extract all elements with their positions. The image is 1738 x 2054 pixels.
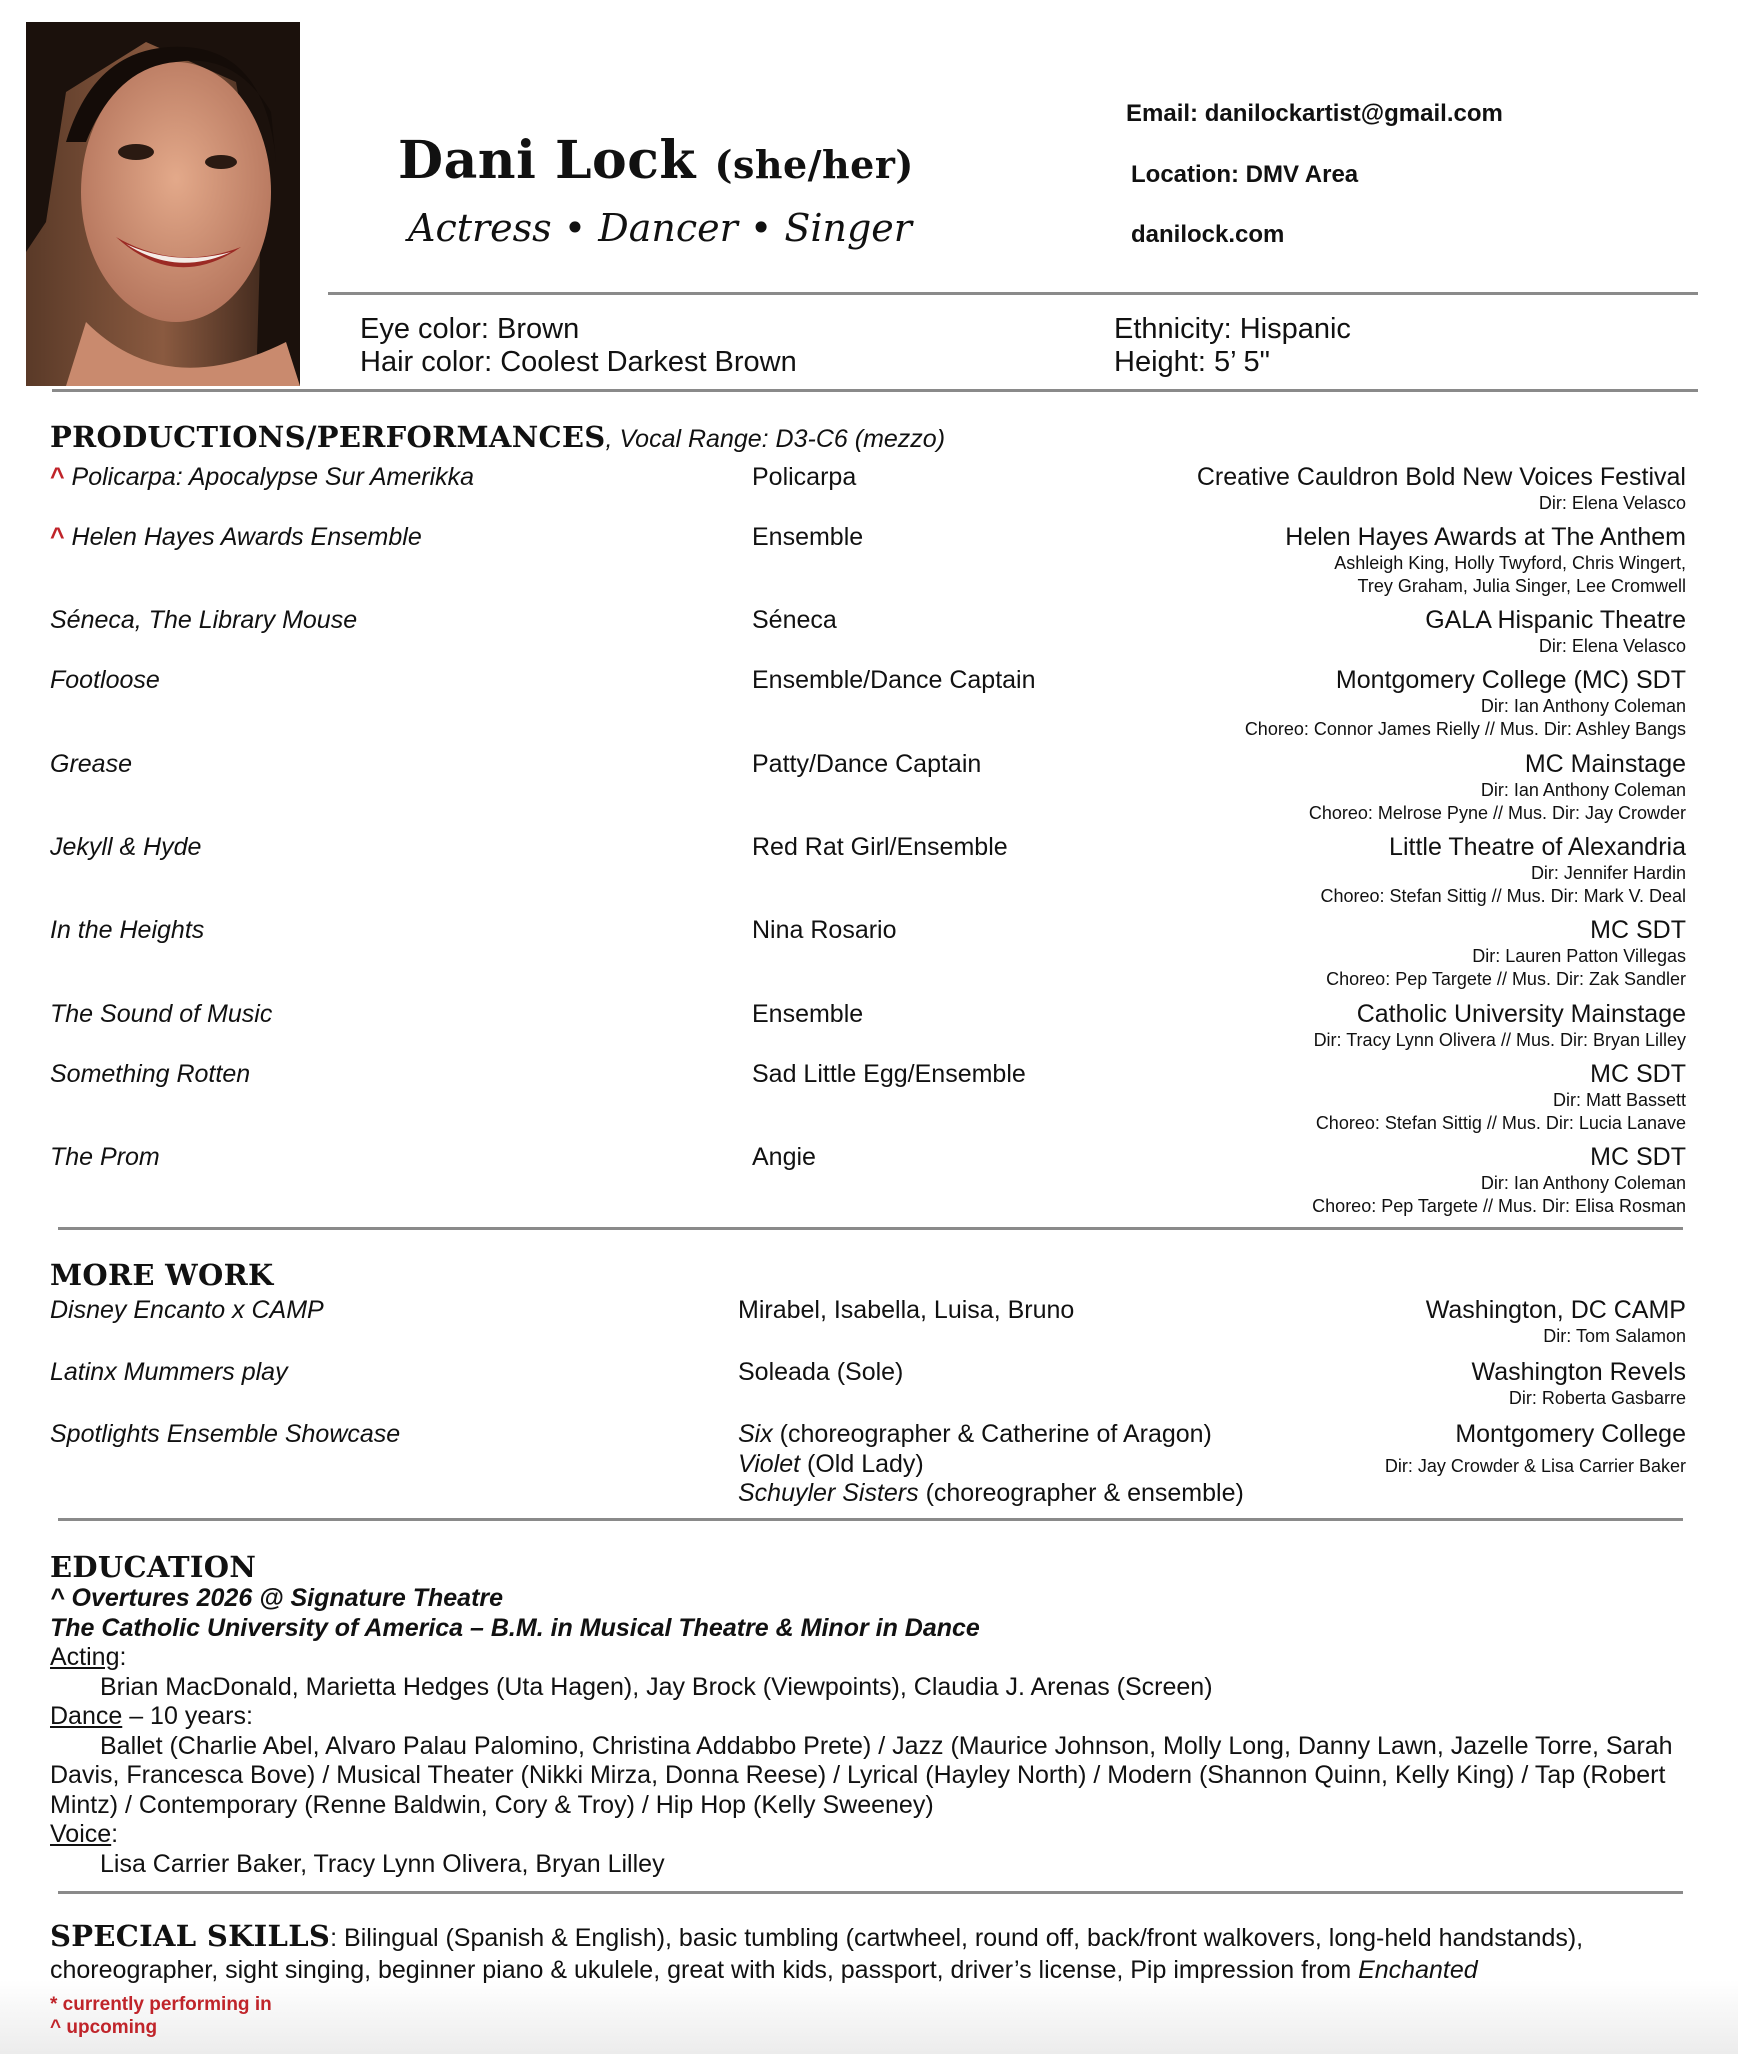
production-role: Angie <box>752 1143 816 1171</box>
production-title-text: The Sound of Music <box>50 1000 273 1028</box>
production-title-text: Something Rotten <box>50 1060 251 1088</box>
production-credit: Dir: Ian Anthony Coleman <box>1480 696 1686 716</box>
eye-color: Eye color: Brown <box>360 313 580 345</box>
legend-upcoming: ^ upcoming <box>50 2017 158 2038</box>
production-venue: Helen Hayes Awards at The Anthem <box>1285 523 1686 551</box>
production-venue: MC Mainstage <box>1524 750 1686 778</box>
production-venue-block <box>1312 1143 1686 1218</box>
edu-acting-label: Acting: <box>50 1643 127 1671</box>
production-venue: Little Theatre of Alexandria <box>1389 833 1686 861</box>
edu-voice: Lisa Carrier Baker, Tracy Lynn Olivera, Bryan Lilley <box>100 1849 665 1878</box>
skills-text: Bilingual (Spanish & English), basic tumbling (cartwheel, round off, back/front walkovers, long-held handstands), choreographer, sight singing, beginner piano & ukulele, great with kids, passport, driver’s license, Pip impression from <box>50 1924 1584 1984</box>
edu-upcoming: ^ Overtures 2026 @ Signature Theatre <box>50 1584 504 1612</box>
work-role-line <box>738 1420 1244 1450</box>
education-title: EDUCATION <box>50 1550 257 1584</box>
work-venue-block <box>1426 1296 1686 1348</box>
tagline: Actress • Dancer • Singer <box>408 206 912 250</box>
production-title <box>50 750 132 779</box>
work-role-line <box>738 1479 1244 1509</box>
production-credit: Dir: Matt Bassett <box>1552 1090 1686 1110</box>
production-title-text: The Prom <box>50 1143 160 1171</box>
edu-degree: The Catholic University of America – B.M. in Musical Theatre & Minor in Dance <box>50 1613 980 1642</box>
production-venue-block <box>1321 833 1686 908</box>
production-venue: MC SDT <box>1590 1143 1686 1171</box>
work-venue: Montgomery College <box>1455 1420 1686 1448</box>
production-role: Ensemble/Dance Captain <box>752 666 1036 694</box>
work-role: Mirabel, Isabella, Luisa, Bruno <box>738 1296 1075 1324</box>
work-title: Spotlights Ensemble Showcase <box>50 1420 401 1448</box>
edu-dance: Ballet (Charlie Abel, Alvaro Palau Palomino, Christina Addabbo Prete) / Jazz (Maurice Johnson, Molly Long, Danny Lawn, Jazelle Torre, Sarah Davis, Francesca Bove) / Musical Theater (Nikki Mirza, Donna Reese) / Lyrical (Hayley North) / Modern (Shannon Quinn, Kelly King) / Tap (Robert Mintz) / Contemporary (Renne Baldwin, Cory & Troy) / Hip Hop (Kelly Sweeney) <box>50 1731 1673 1819</box>
production-title <box>50 666 160 695</box>
location: Location: DMV Area <box>1131 161 1359 188</box>
performer-name <box>398 130 914 191</box>
productions-title: PRODUCTIONS/PERFORMANCES <box>50 420 606 454</box>
production-role: Red Rat Girl/Ensemble <box>752 833 1008 861</box>
headshot-illustration <box>26 22 300 386</box>
work-venue: Washington, DC CAMP <box>1425 1296 1686 1324</box>
production-venue: Creative Cauldron Bold New Voices Festival <box>1196 463 1686 491</box>
production-credit: Choreo: Stefan Sittig // Mus. Dir: Lucia Lanave <box>1315 1113 1686 1133</box>
production-credit: Choreo: Connor James Rielly // Mus. Dir: Ashley Bangs <box>1244 719 1686 739</box>
work-part: (choreographer & Catherine of Aragon) <box>772 1420 1212 1448</box>
attributes-divider <box>52 389 1698 392</box>
website-link[interactable]: danilock.com <box>1131 221 1285 248</box>
production-title-text: Helen Hayes Awards Ensemble <box>71 523 422 551</box>
production-venue-block <box>1197 463 1686 515</box>
work-credit: Dir: Jay Crowder & Lisa Carrier Baker <box>1384 1456 1686 1476</box>
production-title-text: Footloose <box>50 666 160 694</box>
production-role: Patty/Dance Captain <box>752 750 982 778</box>
production-title <box>50 1143 160 1172</box>
production-role: Sad Little Egg/Ensemble <box>752 1060 1026 1088</box>
production-venue-block <box>1285 523 1686 598</box>
production-credit: Ashleigh King, Holly Twyford, Chris Wingert, <box>1334 553 1686 573</box>
work-show: Six <box>738 1420 773 1448</box>
production-title-text: Séneca, The Library Mouse <box>50 606 358 634</box>
production-title <box>50 1060 250 1089</box>
work-title: Disney Encanto x CAMP <box>50 1296 324 1324</box>
work-credit: Dir: Tom Salamon <box>1543 1326 1686 1346</box>
acting-label-text: Acting <box>50 1643 120 1671</box>
upcoming-marker: ^ <box>50 523 72 551</box>
production-credit: Trey Graham, Julia Singer, Lee Cromwell <box>1357 576 1686 596</box>
upcoming-marker: ^ <box>50 463 72 491</box>
production-title <box>50 916 204 945</box>
work-show: Schuyler Sisters <box>738 1479 919 1507</box>
work-venue-block <box>1385 1420 1686 1478</box>
production-venue-block <box>1314 1000 1686 1052</box>
work-venue-block <box>1472 1358 1686 1410</box>
production-title-text: Policarpa: Apocalypse Sur Amerikka <box>71 463 475 491</box>
work-role <box>738 1420 1244 1509</box>
production-title <box>50 463 474 492</box>
production-title <box>50 606 357 635</box>
work-credit: Dir: Roberta Gasbarre <box>1508 1388 1686 1408</box>
height: Height: 5’ 5" <box>1114 346 1270 378</box>
production-title <box>50 523 422 552</box>
production-credit: Choreo: Melrose Pyne // Mus. Dir: Jay Crowder <box>1308 803 1686 823</box>
productions-heading <box>50 420 945 454</box>
education-divider <box>58 1891 1683 1894</box>
production-venue-block <box>1316 1060 1686 1135</box>
production-credit: Choreo: Stefan Sittig // Mus. Dir: Mark V. Deal <box>1320 886 1686 906</box>
header-divider <box>328 292 1698 295</box>
education-body <box>50 1584 1700 1879</box>
work-role-line <box>738 1450 1244 1480</box>
email: Email: danilockartist@gmail.com <box>1126 100 1503 127</box>
work-title: Latinx Mummers play <box>50 1358 288 1386</box>
production-role: Policarpa <box>752 463 857 491</box>
edu-voice-label: Voice: <box>50 1820 119 1848</box>
vocal-range: , Vocal Range: D3-C6 (mezzo) <box>605 425 946 453</box>
production-credit: Dir: Ian Anthony Coleman <box>1480 780 1686 800</box>
production-credit: Dir: Elena Velasco <box>1538 636 1686 656</box>
productions-divider <box>58 1227 1683 1230</box>
hair-color: Hair color: Coolest Darkest Brown <box>360 346 797 378</box>
production-title-text: Grease <box>50 750 132 778</box>
name-text: Dani Lock <box>398 130 696 191</box>
production-role: Ensemble <box>752 1000 864 1028</box>
production-venue-block <box>1326 916 1686 991</box>
work-venue: Washington Revels <box>1471 1358 1686 1386</box>
work-part: (Old Lady) <box>800 1449 924 1478</box>
production-role: Séneca <box>752 606 837 634</box>
production-credit: Dir: Lauren Patton Villegas <box>1472 946 1686 966</box>
dance-label-text: Dance <box>50 1702 123 1730</box>
production-venue: MC SDT <box>1590 1060 1686 1088</box>
production-title <box>50 1000 272 1029</box>
production-credit: Dir: Ian Anthony Coleman <box>1480 1173 1686 1193</box>
work-role: Soleada (Sole) <box>738 1358 904 1386</box>
production-venue: MC SDT <box>1590 916 1686 944</box>
production-credit: Choreo: Pep Targete // Mus. Dir: Zak Sandler <box>1326 969 1686 989</box>
production-role: Ensemble <box>752 523 864 551</box>
edu-dance-label <box>50 1702 1700 1732</box>
production-credit: Dir: Jennifer Hardin <box>1530 863 1686 883</box>
production-venue-block <box>1309 750 1686 825</box>
production-venue: Catholic University Mainstage <box>1356 1000 1686 1028</box>
pronouns: (she/her) <box>714 142 914 187</box>
production-role: Nina Rosario <box>752 916 897 944</box>
production-venue: GALA Hispanic Theatre <box>1425 606 1686 634</box>
skills-title: SPECIAL SKILLS <box>50 1919 331 1953</box>
production-credit: Choreo: Pep Targete // Mus. Dir: Elisa Rosman <box>1312 1196 1686 1216</box>
edu-acting: Brian MacDonald, Marietta Hedges (Uta Hagen), Jay Brock (Viewpoints), Claudia J. Arenas (Screen) <box>100 1672 1213 1701</box>
production-title <box>50 833 201 862</box>
headshot-photo <box>26 22 300 386</box>
production-credit: Dir: Tracy Lynn Olivera // Mus. Dir: Bryan Lilley <box>1313 1030 1686 1050</box>
production-venue-block <box>1425 606 1686 658</box>
legend-current: * currently performing in <box>50 1994 272 2015</box>
special-skills: SPECIAL SKILLS: Bilingual (Spanish & English), basic tumbling (cartwheel, round off, back/front walkovers, long-held handstands), choreographer, sight singing, beginner piano & ukulele, great with kids, passport, driver’s license, Pip impression from Enchanted <box>50 1919 1584 1984</box>
ethnicity: Ethnicity: Hispanic <box>1114 313 1351 345</box>
work-show: Violet <box>738 1449 801 1478</box>
voice-label-text: Voice <box>50 1820 112 1848</box>
more-work-title: MORE WORK <box>50 1258 274 1292</box>
production-title-text: Jekyll & Hyde <box>50 833 202 861</box>
skills-italic: Enchanted <box>1358 1956 1478 1984</box>
work-part: (choreographer & ensemble) <box>918 1479 1244 1507</box>
production-venue-block <box>1245 666 1686 741</box>
production-credit: Dir: Elena Velasco <box>1538 493 1686 513</box>
dance-years: – 10 years: <box>122 1702 253 1730</box>
production-title-text: In the Heights <box>50 916 205 944</box>
more-work-divider <box>58 1518 1683 1521</box>
production-venue: Montgomery College (MC) SDT <box>1335 666 1686 694</box>
